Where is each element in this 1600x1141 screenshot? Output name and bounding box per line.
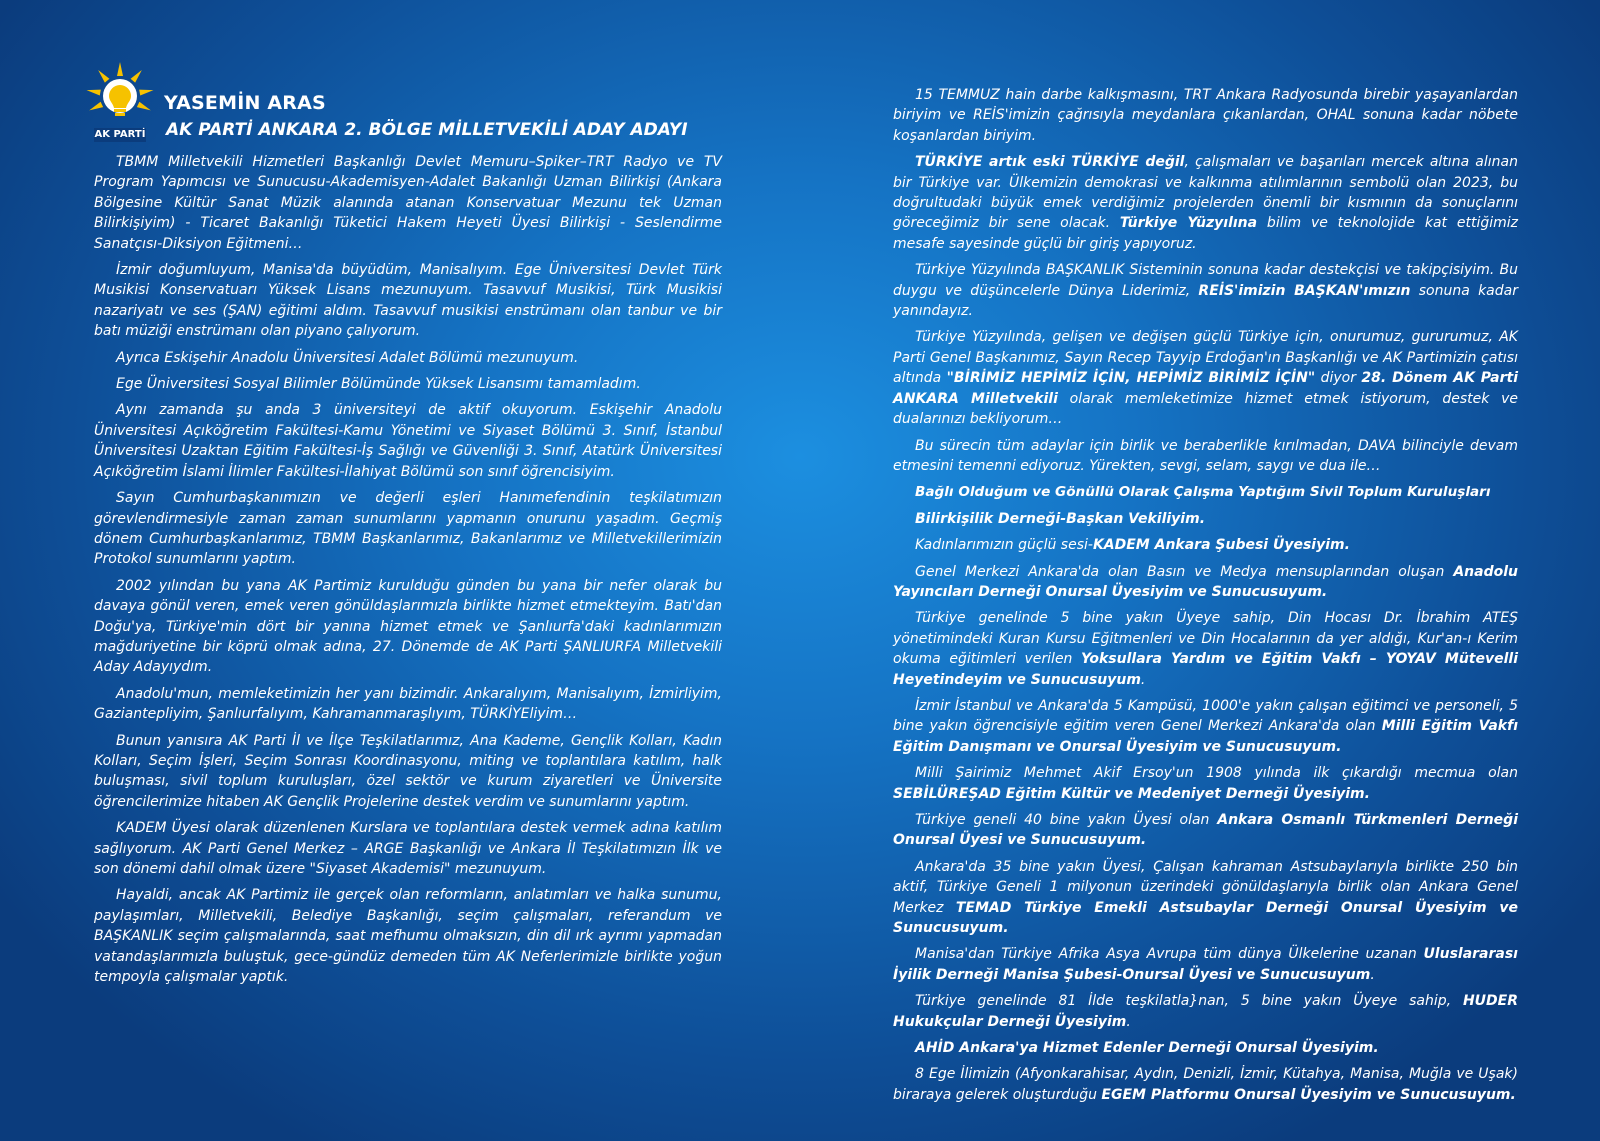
membership-item: 8 Ege İlimizin (Afyonkarahisar, Aydın, Denizli, İzmir, Kütahya, Manisa, Muğla ve Uşak) biraraya gelerek oluşturduğu EGEM Platformu Onursal Üyesiyim ve Sunucusuyum. [893,1066,1518,1103]
membership-item: Bilirkişilik Derneği-Başkan Vekiliyim. [915,510,1206,527]
header [164,91,724,141]
paragraph: 2002 yılından bu yana AK Partimiz kurulduğu günden bu yana bir nefer olarak bu davaya gönül veren, emek veren gönüldaşlarımızla birlikte hizmet etmekteyim. Batı'dan Doğu'ya, Türkiye'min dört bir yanına hizmet etmek ve Şanlıurfa'daki kadınlarımızın mağduriyetine bir köprü olmak adına, 27. Dönemde de AK Parti ŞANLIURFA Milletvekili Aday Adayıydım. [94,577,722,676]
membership-item: Ankara'da 35 bine yakın Üyesi, Çalışan kahraman Astsubaylarıyla birlikte 250 bin aktif, Türkiye Geneli 1 milyonun üzerindeki gönüldaşlarıyla birlik olan Ankara Genel Merkez TEMAD Türkiye Emekli Astsubaylar Derneği Onursal Üyesiyim ve Sunucusuyum. [893,858,1519,937]
paragraph: İzmir doğumluyum, Manisa'da büyüdüm, Manisalıyım. Ege Üniversitesi Devlet Türk Musikisi Konservatuarı Yüksek Lisans mezunuyum. Tasavvuf Musikisi, Türk Musikisi nazariyatı ve ses (ŞAN) eğitimi aldım. Tasavvuf musikisi enstrümanı olan tanbur ve bir batı müziği enstrümanı olan piyano çalıyorum. [94,262,722,340]
paragraph: Sayın Cumhurbaşkanımızın ve değerli eşleri Hanımefendinin teşkilatımızın görevlendirmesiyle zaman zaman sunumlarını yapmanın onurunu yaşadım. Geçmiş dönem Cumhurbaşkanlarımız, TBMM Başkanlarımız, Bakanlarımız ve Milletvekillerimizin Protokol sunumlarını yaptım. [94,490,722,568]
membership-item: Genel Merkezi Ankara'da olan Basın ve Medya mensuplarından oluşan Anadolu Yayıncıları Derneği Onursal Üyesiyim ve Sunucusuyum. [893,563,1518,600]
left-column [94,152,722,993]
right-column [893,85,1518,1111]
ak-parti-logo [82,62,158,144]
paragraph: TBMM Milletvekili Hizmetleri Başkanlığı Devlet Memuru–Spiker–TRT Radyo ve TV Program Yapımcısı ve Sunucusu-Akademisyen-Adalet Bakanlığı Uzman Bilirkişi (Ankara Bölgesine Kültür Sanat Müzik alanında atanan Konservatuar Mezunu tek Uzman Bilirkişiyim) - Ticaret Bakanlığı Tüketici Hakem Heyeti Üyesi Bilirkişi - Seslendirme Sanatçısı-Diksiyon Eğitmeni… [94,154,722,252]
paragraph: Ege Üniversitesi Sosyal Bilimler Bölümünde Yüksek Lisansımı tamamladım. [116,376,641,393]
emphasis: TÜRKİYE artık eski TÜRKİYE değil [915,154,1185,171]
membership-item: AHİD Ankara'ya Hizmet Edenler Derneği Onursal Üyesiyim. [915,1040,1379,1057]
section-heading: Bağlı Olduğum ve Gönüllü Olarak Çalışma Yaptığım Sivil Toplum Kuruluşları [915,484,1491,501]
paragraph: TÜRKİYE artık eski TÜRKİYE değil, çalışmaları ve başarıları mercek altına alınan bir Türkiye var. Ülkemizin demokrasi ve kalkınma atılımlarının sembolü olan 2023, bu doğrultudaki büyük emek verdiğimiz projelerden önemli bir kısmının da sonuçlarını göreceğimiz bir sene olacak. Türkiye Yüzyılına bilim ve teknolojide kat ettiğimiz mesafe sayesinde güçlü bir giriş yapıyoruz. [893,154,1518,252]
paragraph: Türkiye Yüzyılında BAŞKANLIK Sisteminin sonuna kadar destekçisi ve takipçisiyim. Bu duygu ve düşüncelerle Dünya Liderimiz, REİS'imizin BAŞKAN'ımızın sonuna kadar yanındayız. [893,262,1518,320]
candidate-subtitle: AK PARTİ ANKARA 2. BÖLGE MİLLETVEKİLİ ADAY ADAYI [166,120,688,140]
membership-item: Türkiye genelinde 5 bine yakın Üyeye sahip, Din Hocası Dr. İbrahim ATEŞ yönetimindeki Kuran Kursu Eğitmenleri ve Din Hocalarının da yer aldığı, Kur'an-ı Kerim okuma eğitimleri verilen Yoksullara Yardım ve Eğitim Vakfı – YOYAV Mütevelli Heyetindeyim ve Sunucusuyum. [893,610,1518,688]
paragraph: KADEM Üyesi olarak düzenlenen Kurslara ve toplantılara destek vermek adına katılım sağlıyorum. AK Parti Genel Merkez – ARGE Başkanlığı ve Ankara İl Teşkilatımızın İlk ve son dönemi dahil olmak üzere "Siyaset Akademisi" mezunuyum. [94,820,722,877]
paragraph: Aynı zamanda şu anda 3 üniversiteyi de aktif okuyorum. Eskişehir Anadolu Üniversitesi Açıköğretim Fakültesi-Kamu Yönetimi ve Siyaset Bölümü 3. Sınıf, İstanbul Üniversitesi Uzaktan Eğitim Fakültesi-İş Sağlığı ve Güvenliği 3. Sınıf, Atatürk Üniversitesi Açıköğretim İslami İlimler Fakültesi-İlahiyat Bölümü son sınıf öğrencisiyim. [94,402,722,480]
paragraph: Ayrıca Eskişehir Anadolu Üniversitesi Adalet Bölümü mezunuyum. [116,349,579,366]
membership-item: Manisa'dan Türkiye Afrika Asya Avrupa tüm dünya Ülkelerine uzanan Uluslararası İyilik Derneği Manisa Şubesi-Onursal Üyesi ve Sunucusuyum. [893,946,1518,983]
emphasis: Türkiye Yüzyılına [1119,215,1258,232]
membership-item: İzmir İstanbul ve Ankara'da 5 Kampüsü, 1000'e yakın çalışan eğitimci ve personeli, 5 bine yakın öğrencisiyle eğitim veren Genel Merkezi Ankara'da olan Milli Eğitim Vakfı Eğitim Danışmanı ve Onursal Üyesiyim ve Sunucusuyum. [893,697,1518,755]
emphasis: REİS'imizin BAŞKAN'ımızın [1198,282,1411,299]
paragraph: Bunun yanısıra AK Parti İl ve İlçe Teşkilatlarımız, Ana Kademe, Gençlik Kolları, Kadın Kolları, Seçim İşleri, Seçim Sonrası Koordinasyonu, miting ve toplantılara katılım, halk buluşması, sivil toplum kuruluşları, özel sektör ve kurum ziyaretleri ve Üniversite öğrencilerimize hitaben AK Gençlik Projelerine destek verdim ve sunumlarını yaptım. [94,732,722,810]
membership-item: Milli Şairimiz Mehmet Akif Ersoy'un 1908 yılında ilk çıkardığı mecmua olan SEBİLÜREŞAD Eğitim Kültür ve Medeniyet Derneği Üyesiyim. [893,765,1518,802]
membership-item: Türkiye genelinde 81 İlde teşkilatla}nan, 5 bine yakın Üyeye sahip, HUDER Hukukçular Derneği Üyesiyim. [893,993,1518,1030]
logo-text: AK PARTİ [94,129,146,140]
candidate-name: YASEMİN ARAS [164,92,326,114]
paragraph: 15 TEMMUZ hain darbe kalkışmasını, TRT Ankara Radyosunda birebir yaşayanlardan biriyim ve REİS'imizin çağrısıyla meydanlara çıkanlardan, OHAL sonuna kadar nöbete koşanlardan biriyim. [893,87,1518,144]
paragraph: Anadolu'mun, memleketimizin her yanı bizimdir. Ankaralıyım, Manisalıyım, İzmirliyim, Gaziantepliyim, Şanlıurfalıyım, Kahramanmaraşlıyım, TÜRKİYEliyim… [94,685,722,723]
paragraph: Bu sürecin tüm adaylar için birlik ve beraberlikle kırılmadan, DAVA bilinciyle devam etmesini temenni ediyoruz. Yürekten, sevgi, selam, saygı ve dua ile… [893,437,1518,474]
membership-item: Kadınlarımızın güçlü sesi-KADEM Ankara Şubesi Üyesiyim. [915,537,1350,554]
emphasis: 28. Dönem AK Parti ANKARA Milletvekili [893,370,1518,407]
paragraph: Türkiye Yüzyılında, gelişen ve değişen güçlü Türkiye için, onurumuz, gururumuz, AK Parti Genel Başkanımız, Sayın Recep Tayyip Erdoğan'ın Başkanlığı ve AK Partimizin çatısı altında "BİRİMİZ HEPİMİZ İÇİN, HEPİMİZ BİRİMİZ İÇİN" diyor 28. Dönem AK Parti ANKARA Milletvekili olarak memleketimize hizmet etmek istiyorum, destek ve dualarınızı bekliyorum… [893,329,1519,428]
paragraph: Hayaldi, ancak AK Partimiz ile gerçek olan reformların, anlatımları ve halka sunumu, paylaşımları, Milletvekili, Belediye Başkanlığı, seçim çalışmaları, referandum ve BAŞKANLIK seçim çalışmalarında, saat mefhumu olmaksızın, din dil ırk ayrımı yapmadan vatandaşlarımızla buluştuk, gece-gündüz demeden tüm AK Neferlerimizle birlikte yoğun tempoyla çalışmalar yaptık. [94,887,722,986]
membership-item: Türkiye geneli 40 bine yakın Üyesi olan Ankara Osmanlı Türkmenleri Derneği Onursal Üyesi ve Sunucusuyum. [893,812,1518,849]
emphasis: "BİRİMİZ HEPİMİZ İÇİN, HEPİMİZ BİRİMİZ İÇİN" [946,370,1316,387]
